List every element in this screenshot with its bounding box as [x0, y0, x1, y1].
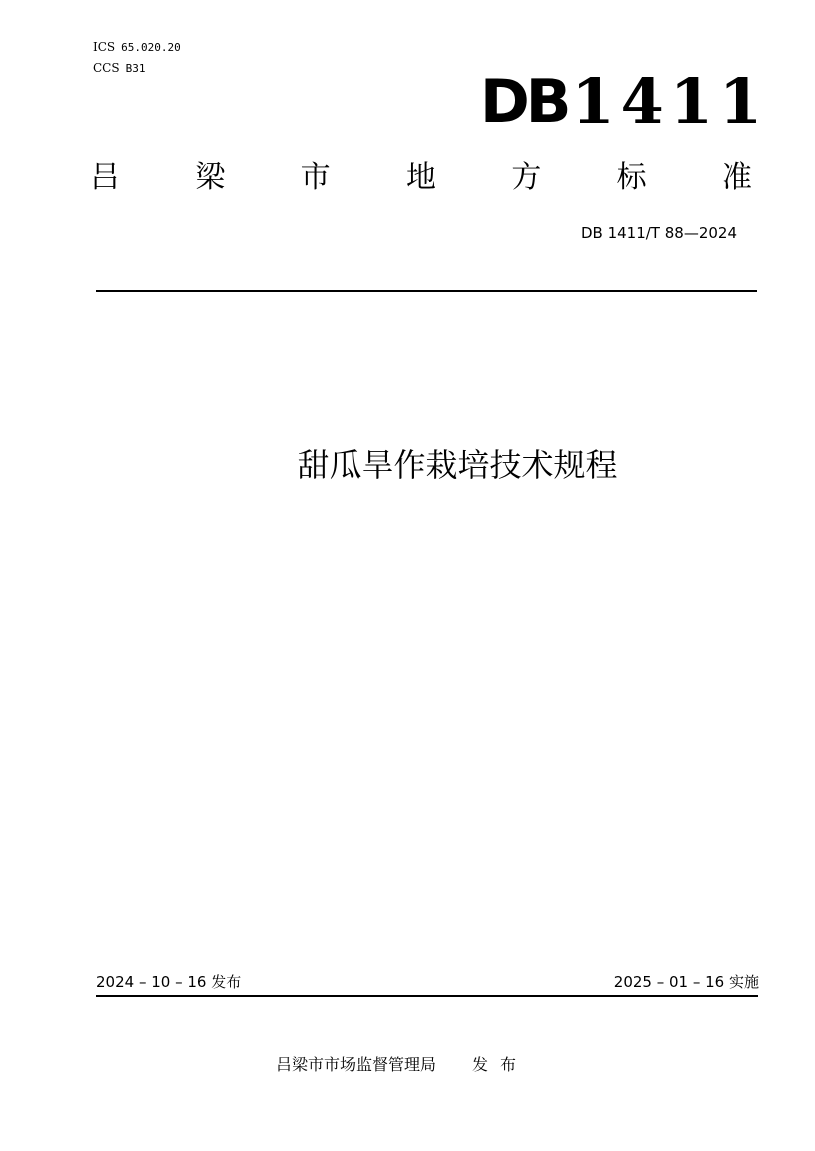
- standard-type-char: 梁: [195, 160, 226, 195]
- ccs-code: B31: [125, 62, 146, 75]
- top-divider: [96, 290, 757, 292]
- db-standard-mark: [480, 65, 769, 138]
- standard-number: DB 1411/T 88—2024: [580, 224, 737, 242]
- ics-code: 65.020.20: [121, 41, 181, 54]
- db-number: 1411: [571, 65, 769, 138]
- ics-classification: [93, 40, 181, 55]
- standard-type-char: 准: [721, 160, 752, 195]
- standard-type-heading: [90, 158, 752, 198]
- document-title: 甜瓜旱作栽培技术规程: [297, 446, 618, 484]
- publisher-line: [276, 1054, 528, 1076]
- bottom-divider: [96, 995, 758, 997]
- standard-type-char: 吕: [90, 160, 120, 195]
- publisher-name: 吕梁市市场监督管理局: [276, 1055, 437, 1074]
- ccs-label: CCS: [93, 61, 120, 75]
- issue-date: 2024 – 10 – 16 发布: [96, 973, 242, 991]
- standard-type-char: 方: [511, 160, 542, 195]
- publisher-action: 发布: [472, 1055, 529, 1074]
- ics-label: ICS: [93, 40, 116, 54]
- standard-type-char: 标: [616, 160, 647, 195]
- standard-type-char: 市: [300, 160, 331, 195]
- db-letters: DB: [480, 67, 568, 137]
- ccs-classification: [93, 61, 145, 76]
- implementation-date: 2025 – 01 – 16 实施: [613, 973, 759, 991]
- standard-type-char: 地: [405, 160, 436, 195]
